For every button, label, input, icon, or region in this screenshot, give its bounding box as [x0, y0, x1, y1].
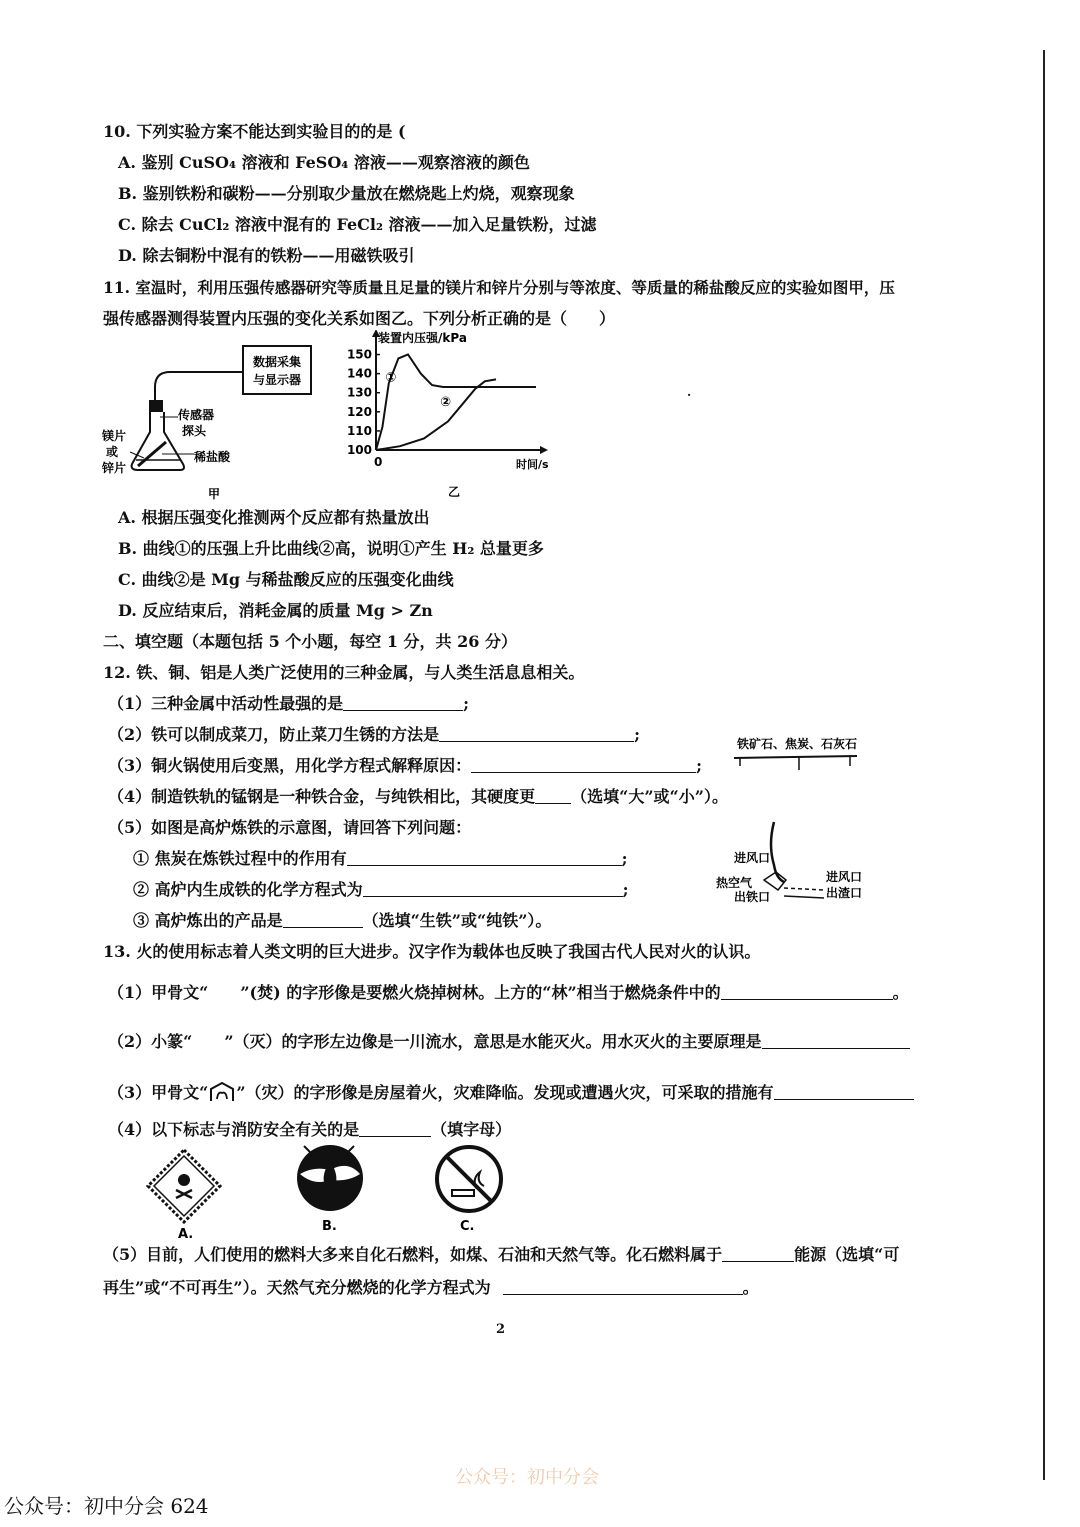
- stopper: [149, 400, 163, 412]
- figure-caption-jia: 甲: [208, 487, 221, 501]
- metal-label-3: 锌片: [102, 461, 127, 475]
- footer-account: 公众号：初中分会 624: [4, 1494, 209, 1518]
- y-tick-label: 150: [346, 347, 372, 362]
- q12-part5-3: ③ 高炉炼出的产品是 （选填“生铁”或“纯铁”）。: [133, 911, 552, 930]
- q12-part5-1: ① 焦炭在炼铁过程中的作用有 ;: [133, 849, 628, 868]
- q11-option-c: C. 曲线②是 Mg 与稀盐酸反应的压强变化曲线: [118, 570, 454, 589]
- q10-option-d: D. 除去铜粉中混有的铁粉——用磁铁吸引: [118, 246, 415, 265]
- q13-part1: （1）甲骨文“ ”(焚) 的字形像是要燃火烧掉树林。上方的“林”相当于燃烧条件中的 。: [108, 983, 909, 1002]
- y-axis-label: 装置内压强/kPa: [378, 331, 467, 345]
- sign-c-no-smoking: [432, 1142, 512, 1242]
- q12-part5-2: ② 高炉内生成铁的化学方程式为 ;: [133, 880, 629, 899]
- sensor-label-2: 探头: [182, 424, 207, 438]
- q12-part4: （4）制造铁轨的锰钢是一种铁合金，与纯铁相比，其硬度更 （选填“大”或“小”）。: [108, 787, 728, 806]
- q12-part5-3-blank[interactable]: [283, 911, 363, 928]
- zai-character-glyph: [208, 1081, 236, 1103]
- furnace-hot-air: 热空气: [716, 876, 753, 890]
- q12-part5: （5）如图是高炉炼铁的示意图，请回答下列问题：: [108, 818, 472, 837]
- box-label-2: 与显示器: [252, 373, 302, 387]
- y-tick-label: 120: [346, 404, 372, 419]
- watermark: 公众号：初中分会: [455, 1467, 599, 1488]
- series-line-2: [376, 379, 496, 450]
- q10-stem: 10. 下列实验方案不能达到实验目的的是 (: [103, 122, 406, 141]
- apparatus-figure: [100, 342, 320, 507]
- furnace-air-inlet-right: 进风口: [826, 870, 863, 884]
- q11-option-d: D. 反应结束后，消耗金属的质量 Mg > Zn: [118, 601, 433, 620]
- y-tick-label: 140: [346, 366, 372, 381]
- q13-part1-blank[interactable]: [721, 983, 893, 1000]
- q10-option-b: B. 鉴别铁粉和碳粉——分别取少量放在燃烧匙上灼烧，观察现象: [118, 184, 575, 203]
- q13-part2-blank[interactable]: [762, 1032, 910, 1049]
- q13-part4: （4）以下标志与消防安全有关的是 （填字母）: [108, 1120, 512, 1139]
- q12-part5-1-blank[interactable]: [347, 849, 622, 866]
- origin-label: 0: [374, 455, 383, 469]
- q13-stem: 13. 火的使用标志着人类文明的巨大进步。汉字作为载体也反映了我国古代人民对火的认识。: [103, 942, 761, 961]
- q12-part1: （1）三种金属中活动性最强的是 ;: [108, 694, 470, 713]
- x-axis-label: 时间/s: [516, 458, 549, 471]
- page-number: 2: [496, 1322, 506, 1337]
- q12-part4-blank[interactable]: [535, 787, 571, 804]
- q13-part5-blank-2[interactable]: [503, 1278, 743, 1295]
- y-tick-label: 130: [346, 385, 372, 400]
- furnace-air-inlet-left: 进风口: [734, 851, 771, 865]
- section-2-heading: 二、填空题（本题包括 5 个小题，每空 1 分，共 26 分）: [103, 632, 517, 651]
- q12-part1-blank[interactable]: [343, 694, 463, 711]
- series-line-1: [376, 355, 536, 451]
- sign-b-water-saving: [292, 1142, 372, 1242]
- sign-a-label: A.: [178, 1227, 194, 1242]
- metal-label-2: 或: [106, 445, 119, 459]
- q11-option-b: B. 曲线①的压强上升比曲线②高，说明①产生 H₂ 总量更多: [118, 539, 544, 558]
- stray-mark: ·: [687, 388, 692, 402]
- q10-option-c: C. 除去 CuCl₂ 溶液中混有的 FeCl₂ 溶液——加入足量铁粉，过滤: [118, 215, 597, 234]
- furnace-slag-outlet: 出渣口: [826, 886, 863, 900]
- series-label-2: ②: [440, 395, 452, 411]
- q12-part5-2-blank[interactable]: [363, 880, 623, 897]
- chart-caption: 乙: [448, 485, 461, 499]
- conical-flask: [132, 412, 184, 470]
- q13-part3-blank[interactable]: [774, 1083, 914, 1100]
- q11-option-a: A. 根据压强变化推测两个反应都有热量放出: [118, 508, 430, 527]
- box-label-1: 数据采集: [252, 355, 302, 369]
- series-label-1: ①: [385, 370, 397, 386]
- q12-part2: （2）铁可以制成菜刀，防止菜刀生锈的方法是 ;: [108, 725, 641, 744]
- q11-stem-line1: 11. 室温时，利用压强传感器研究等质量且足量的镁片和锌片分别与等浓度、等质量的稀盐酸反应的实验如图甲，压: [103, 278, 895, 297]
- pressure-chart: [340, 330, 560, 505]
- x-axis-arrow: [540, 446, 548, 454]
- furnace-top-label: 铁矿石、焦炭、石灰石: [737, 737, 858, 751]
- q13-part5-blank-1[interactable]: [722, 1245, 794, 1262]
- sensor-label-1: 传感器: [178, 408, 215, 422]
- q12-part2-blank[interactable]: [439, 725, 634, 742]
- metal-label-1: 镁片: [102, 429, 127, 443]
- q13-part4-blank[interactable]: [359, 1120, 431, 1137]
- sign-a-toxic: [140, 1142, 230, 1242]
- q13-part2: （2）小篆“ ”（灭）的字形左边像是一川流水，意思是水能灭火。用水灭火的主要原理是: [108, 1032, 910, 1052]
- q12-part3-blank[interactable]: [471, 756, 696, 773]
- q13-part5-line2: 再生”或“不可再生”）。天然气充分燃烧的化学方程式为 。: [103, 1278, 759, 1297]
- skull-icon: [178, 1174, 190, 1186]
- sign-b-label: B.: [322, 1219, 337, 1234]
- page-edge-line: [1043, 50, 1045, 1480]
- q11-stem-line2: 强传感器测得装置内压强的变化关系如图乙。下列分析正确的是（ ）: [103, 309, 616, 328]
- q12-stem: 12. 铁、铜、铝是人类广泛使用的三种金属，与人类生活息息相关。: [103, 663, 585, 682]
- acid-label: 稀盐酸: [194, 450, 231, 464]
- sign-c-label: C.: [460, 1219, 475, 1234]
- q12-part3: （3）铜火锅使用后变黑，用化学方程式解释原因： ;: [108, 756, 703, 775]
- q10-option-a: A. 鉴别 CuSO₄ 溶液和 FeSO₄ 溶液——观察溶液的颜色: [118, 153, 530, 172]
- y-tick-label: 110: [346, 423, 372, 438]
- q13-part3: （3）甲骨文“ ”（灾）的字形像是房屋着火，灾难降临。发现或遭遇火灾，可采取的措施有: [108, 1081, 914, 1103]
- furnace-tap-iron: 出铁口: [734, 890, 771, 904]
- y-tick-label: 100: [346, 443, 372, 457]
- sensor-wire: [155, 372, 243, 400]
- q13-part5-line1: （5）目前，人们使用的燃料大多来自化石燃料，如煤、石油和天然气等。化石燃料属于 能源（选填“可: [103, 1245, 900, 1264]
- blast-furnace-figure: [712, 730, 882, 910]
